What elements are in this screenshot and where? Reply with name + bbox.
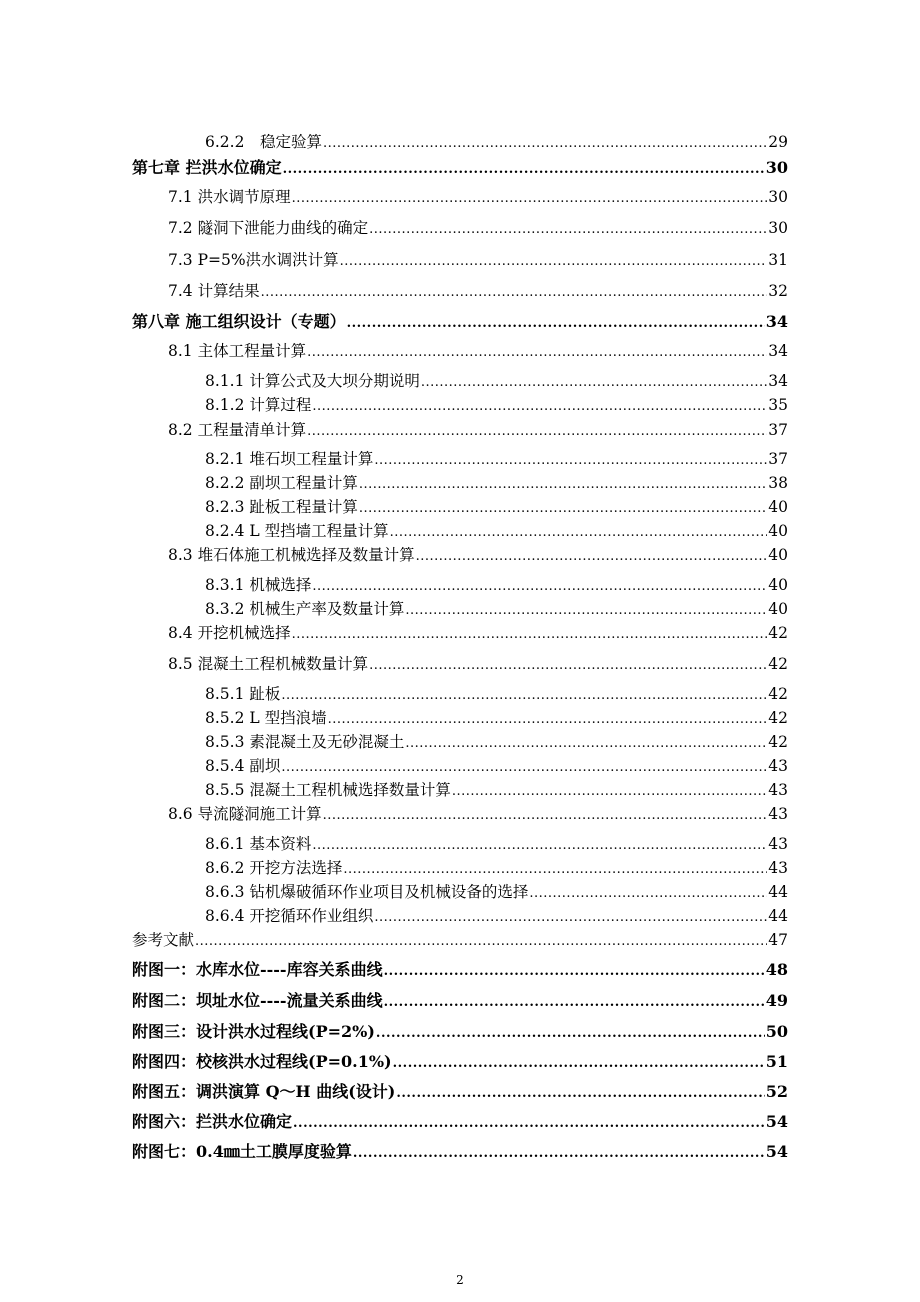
toc-entry[interactable]	[205, 909, 788, 925]
dot-leader	[369, 223, 767, 236]
toc-entry-page: 48	[765, 960, 788, 979]
toc-entry-label: 8.3 堆石体施工机械选择及数量计算	[168, 546, 415, 564]
toc-entry[interactable]	[132, 1024, 788, 1040]
dot-leader	[292, 192, 768, 205]
toc-entry-label: 8.2.4 L 型挡墙工程量计算	[205, 522, 389, 540]
toc-entry[interactable]	[205, 476, 788, 492]
toc-entry[interactable]	[132, 1084, 788, 1100]
dot-leader	[376, 1027, 765, 1040]
toc-entry-page: 34	[768, 372, 788, 390]
toc-entry[interactable]	[205, 759, 788, 775]
dot-leader	[452, 785, 767, 798]
dot-leader	[281, 689, 767, 702]
toc-entry-page: 43	[768, 757, 788, 775]
dot-leader	[359, 478, 767, 491]
toc-entry-page: 37	[768, 421, 788, 439]
toc-entry-label: 7.2 隧洞下泄能力曲线的确定	[168, 219, 369, 237]
toc-entry[interactable]	[168, 284, 788, 300]
toc-entry-page: 40	[768, 600, 788, 618]
toc-entry[interactable]	[205, 398, 788, 414]
toc-entry-label: 8.3.2 机械生产率及数量计算	[205, 600, 405, 618]
toc-entry[interactable]	[168, 626, 788, 642]
dot-leader	[328, 713, 768, 726]
toc-entry-label: 8.6.4 开挖循环作业组织	[205, 907, 374, 925]
toc-entry-page: 42	[768, 655, 788, 673]
toc-entry[interactable]	[205, 578, 788, 594]
dot-leader	[374, 911, 767, 924]
toc-entry-label: 8.2.2 副坝工程量计算	[205, 474, 358, 492]
dot-leader	[374, 454, 767, 467]
toc-entry-page: 29	[768, 133, 788, 151]
toc-entry-label: 7.4 计算结果	[168, 282, 260, 300]
dot-leader	[195, 935, 767, 948]
toc-entry-page: 31	[768, 251, 788, 269]
toc-entry[interactable]	[132, 1114, 788, 1130]
toc-entry-label: 8.5.2 L 型挡浪墙	[205, 709, 327, 727]
toc-entry[interactable]	[132, 314, 788, 330]
toc-entry-page: 50	[765, 1022, 788, 1041]
toc-entry[interactable]	[205, 711, 788, 727]
dot-leader	[416, 550, 768, 563]
dot-leader	[283, 163, 765, 176]
toc-entry[interactable]	[205, 374, 788, 390]
toc-entry-page: 34	[765, 312, 788, 331]
dot-leader	[359, 502, 767, 515]
toc-entry[interactable]	[205, 500, 788, 516]
dot-leader	[340, 255, 768, 268]
dot-leader	[529, 887, 767, 900]
toc-entry-label: 8.1.1 计算公式及大坝分期说明	[205, 372, 420, 390]
toc-entry[interactable]	[168, 807, 788, 823]
toc-entry-label: 附图六：拦洪水位确定	[132, 1112, 293, 1131]
toc-entry-label: 8.1 主体工程量计算	[168, 342, 307, 360]
toc-entry[interactable]	[205, 602, 788, 618]
toc-entry[interactable]	[132, 933, 788, 949]
toc-entry-label: 附图七：0.4㎜土工膜厚度验算	[132, 1142, 352, 1161]
toc-entry-label: 附图二：坝址水位----流量关系曲线	[132, 991, 383, 1010]
toc-entry-page: 43	[768, 835, 788, 853]
toc-entry[interactable]	[205, 452, 788, 468]
toc-entry-page: 52	[765, 1082, 788, 1101]
toc-entry[interactable]	[168, 253, 788, 269]
toc-entry-page: 30	[768, 219, 788, 237]
toc-entry-label: 8.2.3 趾板工程量计算	[205, 498, 358, 516]
dot-leader	[390, 526, 768, 539]
dot-leader	[369, 659, 767, 672]
toc-entry-label: 8.5.3 素混凝土及无砂混凝土	[205, 733, 405, 751]
dot-leader	[281, 761, 767, 774]
toc-entry[interactable]	[132, 993, 788, 1009]
toc-entry-label: 附图五：调洪演算 Q～H 曲线(设计)	[132, 1082, 396, 1101]
toc-entry-page: 42	[768, 733, 788, 751]
toc-entry-label: 6.2.2 稳定验算	[205, 133, 322, 151]
toc-entry-page: 43	[768, 781, 788, 799]
dot-leader	[307, 425, 767, 438]
toc-entry-page: 40	[768, 498, 788, 516]
dot-leader	[384, 965, 765, 978]
toc-entry[interactable]	[205, 861, 788, 877]
toc-entry-page: 43	[768, 805, 788, 823]
dot-leader	[405, 604, 767, 617]
toc-entry[interactable]	[168, 190, 788, 206]
toc-entry-page: 42	[768, 685, 788, 703]
toc-entry-page: 44	[768, 907, 788, 925]
toc-entry[interactable]	[205, 687, 788, 703]
toc-entry-label: 8.6 导流隧洞施工计算	[168, 805, 322, 823]
toc-entry-page: 47	[768, 931, 788, 949]
toc-entry[interactable]	[205, 885, 788, 901]
toc-entry-label: 8.2.1 堆石坝工程量计算	[205, 450, 374, 468]
toc-entry-page: 44	[768, 883, 788, 901]
toc-entry[interactable]	[168, 221, 788, 237]
toc-entry-label: 8.6.2 开挖方法选择	[205, 859, 343, 877]
toc-entry-page: 43	[768, 859, 788, 877]
toc-entry-label: 7.1 洪水调节原理	[168, 188, 291, 206]
toc-entry-label: 第八章 施工组织设计（专题）	[132, 312, 346, 331]
dot-leader	[293, 1117, 765, 1130]
toc-entry-page: 40	[768, 576, 788, 594]
dot-leader	[347, 317, 765, 330]
toc-entry[interactable]	[205, 135, 788, 151]
toc-entry-label: 8.4 开挖机械选择	[168, 624, 291, 642]
dot-leader	[323, 137, 767, 150]
toc-entry[interactable]	[132, 962, 788, 978]
toc-entry-label: 附图三：设计洪水过程线(P=2%)	[132, 1022, 375, 1041]
toc-entry-label: 8.6.1 基本资料	[205, 835, 312, 853]
toc-entry-page: 32	[768, 282, 788, 300]
toc-entry-page: 30	[765, 158, 788, 177]
toc-entry[interactable]	[205, 783, 788, 799]
toc-entry[interactable]	[168, 344, 788, 360]
toc-entry-page: 42	[768, 709, 788, 727]
toc-entry[interactable]	[168, 657, 788, 673]
dot-leader	[353, 1147, 765, 1160]
dot-leader	[292, 628, 768, 641]
dot-leader	[312, 580, 767, 593]
dot-leader	[312, 400, 767, 413]
toc-entry-label: 8.1.2 计算过程	[205, 396, 312, 414]
toc-entry-page: 34	[768, 342, 788, 360]
toc-entry[interactable]	[132, 1054, 788, 1070]
toc-entry-label: 8.5 混凝土工程机械数量计算	[168, 655, 369, 673]
toc-entry-page: 42	[768, 624, 788, 642]
toc-entry-page: 30	[768, 188, 788, 206]
toc-entry-label: 8.5.5 混凝土工程机械选择数量计算	[205, 781, 451, 799]
toc-entry-page: 54	[765, 1112, 788, 1131]
dot-leader	[323, 809, 768, 822]
toc-entry-label: 参考文献	[132, 931, 195, 949]
toc-entry-page: 51	[765, 1052, 788, 1071]
dot-leader	[396, 1087, 764, 1100]
toc-entry-label: 8.2 工程量清单计算	[168, 421, 307, 439]
toc-entry[interactable]	[132, 160, 788, 176]
dot-leader	[343, 863, 767, 876]
dot-leader	[307, 346, 767, 359]
toc-entry[interactable]	[132, 1144, 788, 1160]
toc-entry[interactable]	[205, 837, 788, 853]
toc-entry[interactable]	[168, 423, 788, 439]
toc-entry-label: 附图四：校核洪水过程线(P=0.1%)	[132, 1052, 392, 1071]
toc-entry-label: 8.5.1 趾板	[205, 685, 281, 703]
toc-entry-label: 7.3 P=5%洪水调洪计算	[168, 251, 339, 269]
dot-leader	[393, 1057, 765, 1070]
toc-entry[interactable]	[168, 548, 788, 564]
toc-entry-page: 35	[768, 396, 788, 414]
toc-entry-label: 8.3.1 机械选择	[205, 576, 312, 594]
toc-entry-page: 37	[768, 450, 788, 468]
toc-entry-page: 40	[768, 546, 788, 564]
toc-entry-page: 54	[765, 1142, 788, 1161]
toc-entry-page: 38	[768, 474, 788, 492]
dot-leader	[421, 376, 767, 389]
dot-leader	[261, 286, 768, 299]
toc-entry-label: 第七章 拦洪水位确定	[132, 158, 282, 177]
page-number: 2	[456, 1273, 464, 1287]
dot-leader	[405, 737, 767, 750]
toc-entry-label: 8.6.3 钻机爆破循环作业项目及机械设备的选择	[205, 883, 529, 901]
toc-entry-page: 49	[765, 991, 788, 1010]
toc-entry[interactable]	[205, 735, 788, 751]
dot-leader	[384, 996, 765, 1009]
toc-entry[interactable]	[205, 524, 788, 540]
toc-entry-label: 8.5.4 副坝	[205, 757, 281, 775]
toc-entry-page: 40	[768, 522, 788, 540]
dot-leader	[312, 839, 767, 852]
toc-entry-label: 附图一：水库水位----库容关系曲线	[132, 960, 383, 979]
